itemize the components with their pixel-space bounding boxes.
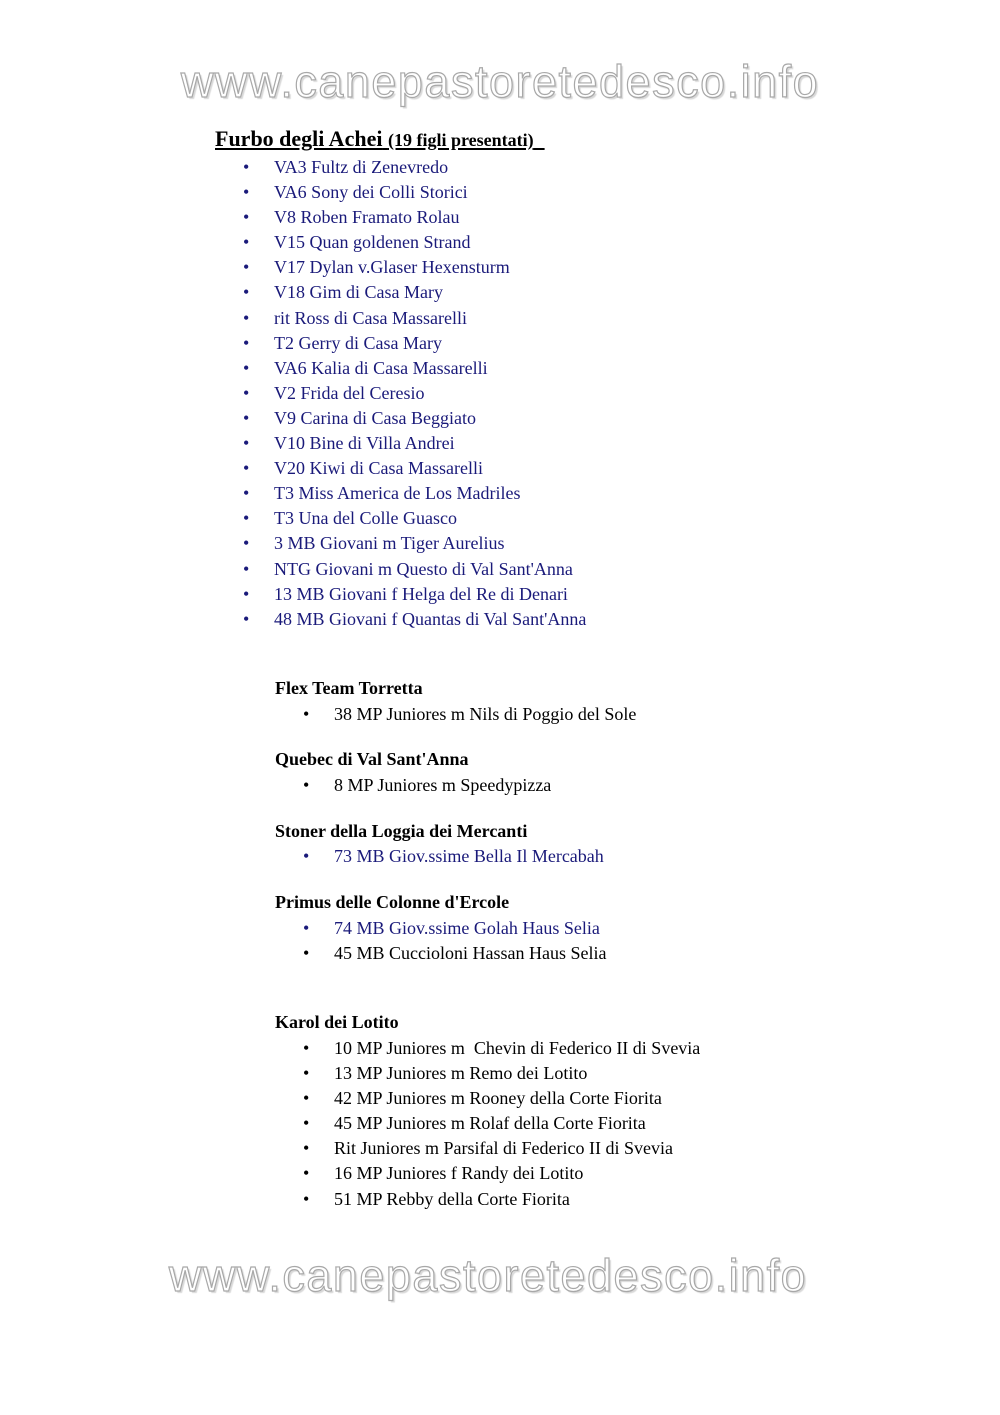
list-item — [303, 773, 552, 798]
section-list — [303, 702, 637, 727]
list-item — [303, 1036, 701, 1061]
list-item — [303, 1187, 700, 1212]
bullet-icon: • — [243, 483, 250, 504]
bullet-icon: • — [243, 583, 250, 604]
list-item — [243, 280, 586, 305]
bullet-icon: • — [243, 558, 250, 579]
list-item-text: 8 MP Juniores m Speedypizza — [334, 775, 552, 795]
list-item — [243, 456, 586, 481]
list-item — [243, 406, 586, 431]
list-item-text: T2 Gerry di Casa Mary — [274, 332, 442, 353]
list-item — [243, 331, 586, 356]
list-item — [243, 155, 586, 180]
bullet-icon: • — [303, 775, 310, 795]
list-item — [303, 702, 637, 727]
list-item-text: 42 MP Juniores m Rooney della Corte Fiorita — [334, 1088, 662, 1109]
list-item — [303, 1086, 700, 1111]
section-title: Quebec di Val Sant'Anna — [275, 749, 469, 769]
list-item-text: V15 Quan goldenen Strand — [274, 232, 471, 253]
list-item-text: 13 MB Giovani f Helga del Re di Denari — [274, 583, 568, 604]
list-item-text: V2 Frida del Ceresio — [274, 382, 425, 403]
list-item-text: V10 Bine di Villa Andrei — [274, 433, 455, 454]
bullet-icon: • — [243, 357, 250, 378]
list-item — [303, 1061, 700, 1086]
list-item — [243, 306, 586, 331]
list-item-text: 13 MP Juniores m Remo dei Lotito — [334, 1063, 588, 1084]
list-item-text: V18 Gim di Casa Mary — [274, 282, 443, 303]
bullet-icon: • — [303, 704, 310, 724]
list-item-text: NTG Giovani m Questo di Val Sant'Anna — [274, 558, 573, 579]
bullet-icon: • — [243, 282, 250, 303]
bullet-icon: • — [303, 943, 310, 964]
list-item — [243, 356, 586, 381]
bullet-icon: • — [243, 157, 250, 177]
section-list — [303, 916, 607, 966]
bullet-icon: • — [303, 1163, 310, 1184]
bullet-icon: • — [243, 307, 250, 328]
list-item — [243, 255, 586, 280]
list-item — [243, 481, 586, 506]
main-title-subtitle: (19 figli presentati) — [387, 130, 534, 150]
bullet-icon: • — [303, 846, 310, 866]
main-offspring-list — [243, 155, 587, 632]
bullet-icon: • — [303, 1188, 310, 1209]
list-item — [303, 916, 606, 941]
list-item-text: 38 MP Juniores m Nils di Poggio del Sole — [334, 704, 637, 724]
list-item-text: 48 MB Giovani f Quantas di Val Sant'Anna — [274, 608, 587, 629]
list-item — [243, 582, 586, 607]
bullet-icon: • — [243, 232, 250, 253]
list-item-text: 45 MP Juniores m Rolaf della Corte Fiorita — [334, 1113, 646, 1134]
list-item-text: 73 MB Giov.ssime Bella Il Mercabah — [334, 846, 604, 866]
list-item-text: V9 Carina di Casa Beggiato — [274, 407, 476, 428]
bullet-icon: • — [243, 407, 250, 428]
list-item-text: T3 Una del Colle Guasco — [274, 508, 457, 529]
main-title-name: Furbo degli Achei — [215, 126, 383, 151]
list-item — [243, 557, 586, 582]
list-item — [243, 205, 586, 230]
list-item-text: Rit Juniores m Parsifal di Federico II di Svevia — [334, 1138, 673, 1159]
section-list — [303, 844, 604, 869]
bullet-icon: • — [243, 508, 250, 529]
list-item-text: VA6 Sony dei Colli Storici — [274, 182, 468, 203]
list-item-text: 45 MB Cuccioloni Hassan Haus Selia — [334, 943, 607, 964]
bullet-icon: • — [243, 257, 250, 278]
list-item-text: VA6 Kalia di Casa Massarelli — [274, 357, 488, 378]
bullet-icon: • — [243, 533, 250, 554]
bullet-icon: • — [303, 1063, 310, 1084]
bullet-icon: • — [303, 918, 310, 938]
bullet-icon: • — [243, 332, 250, 353]
main-title — [215, 126, 545, 152]
list-item-text: rit Ross di Casa Massarelli — [274, 307, 467, 328]
list-item — [243, 531, 586, 556]
list-item-text: V17 Dylan v.Glaser Hexensturm — [274, 257, 510, 278]
list-item-text: 74 MB Giov.ssime Golah Haus Selia — [334, 918, 600, 938]
bullet-icon: • — [303, 1113, 310, 1134]
list-item — [243, 381, 586, 406]
list-item-text: 10 MP Juniores m Chevin di Federico II di Svevia — [334, 1038, 701, 1058]
bullet-icon: • — [243, 458, 250, 479]
section-title: Stoner della Loggia dei Mercanti — [275, 821, 528, 841]
bullet-icon: • — [243, 433, 250, 454]
section-title: Flex Team Torretta — [275, 678, 423, 698]
list-item — [303, 941, 607, 966]
watermark-top: www.canepastoretedesco.info — [180, 56, 820, 107]
section-list — [303, 773, 552, 798]
list-item-text: 51 MP Rebby della Corte Fiorita — [334, 1188, 570, 1209]
list-item-text: 3 MB Giovani m Tiger Aurelius — [274, 533, 505, 554]
bullet-icon: • — [303, 1038, 310, 1058]
list-item — [243, 431, 586, 456]
bullet-icon: • — [303, 1138, 310, 1159]
list-item — [303, 844, 604, 869]
list-item — [243, 230, 586, 255]
bullet-icon: • — [243, 207, 250, 228]
list-item-text: VA3 Fultz di Zenevredo — [274, 157, 449, 177]
list-item — [303, 1161, 700, 1186]
list-item-text: 16 MP Juniores f Randy dei Lotito — [334, 1163, 584, 1184]
section-title: Karol dei Lotito — [275, 1012, 399, 1032]
list-item-text: V20 Kiwi di Casa Massarelli — [274, 458, 483, 479]
list-item — [303, 1111, 700, 1136]
section-list — [303, 1036, 701, 1212]
bullet-icon: • — [243, 382, 250, 403]
list-item-text: V8 Roben Framato Rolau — [274, 207, 460, 228]
list-item — [303, 1136, 700, 1161]
bullet-icon: • — [243, 608, 250, 629]
list-item — [243, 180, 586, 205]
list-item — [243, 607, 587, 632]
watermark-bottom: www.canepastoretedesco.info — [168, 1250, 808, 1301]
bullet-icon: • — [243, 182, 250, 203]
bullet-icon: • — [303, 1088, 310, 1109]
section-title: Primus delle Colonne d'Ercole — [275, 892, 510, 912]
list-item-text: T3 Miss America de Los Madriles — [274, 483, 521, 504]
list-item — [243, 506, 586, 531]
